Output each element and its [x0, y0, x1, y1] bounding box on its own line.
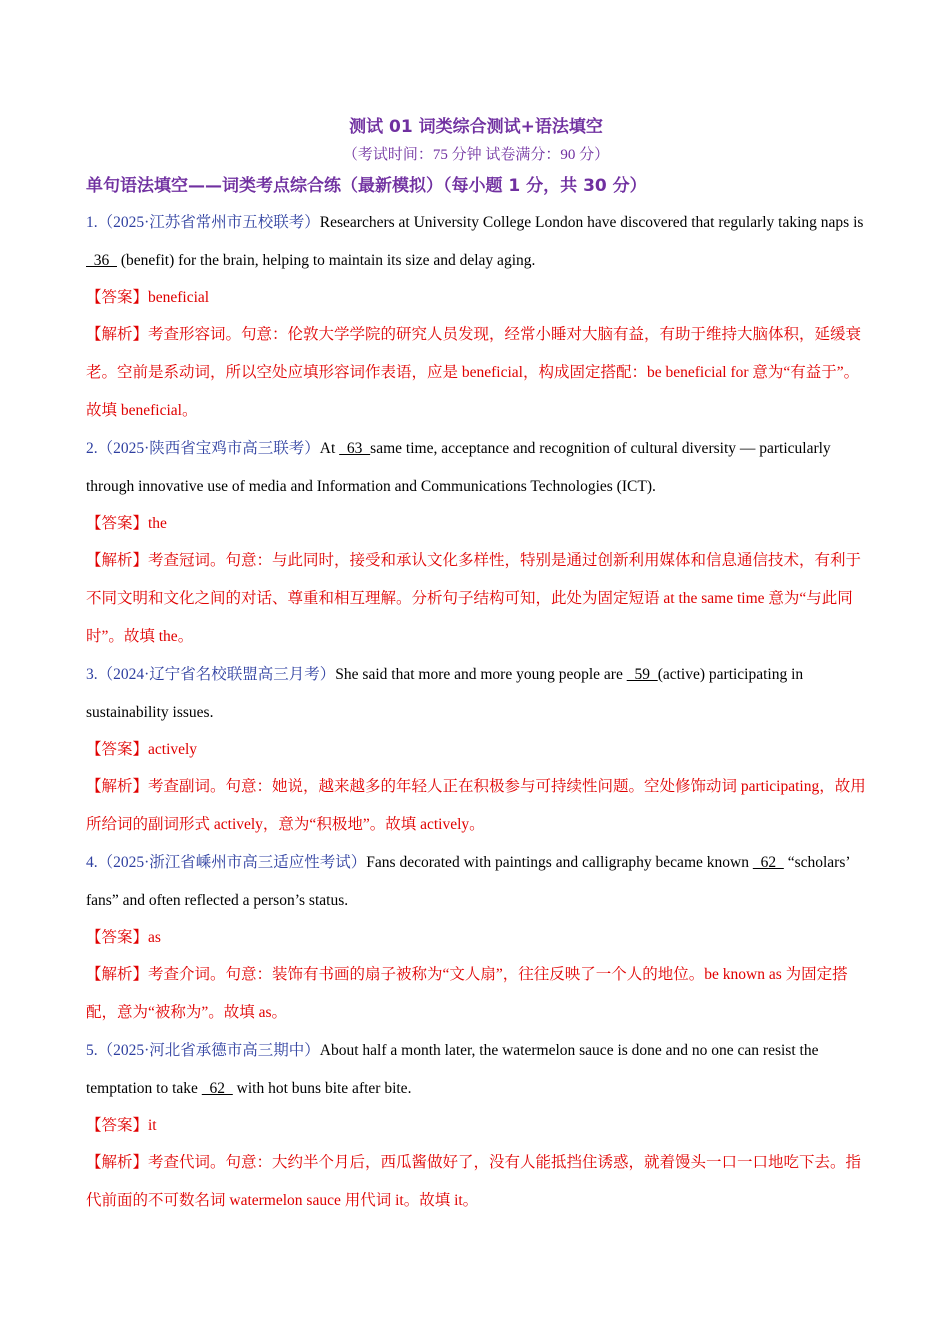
answer-line: 【答案】as [86, 929, 161, 946]
question-item [86, 430, 866, 656]
answer-line: 【答案】it [86, 1117, 157, 1134]
question-source: （2025·江苏省常州市五校联考） [97, 214, 320, 231]
question-text-before: At [319, 440, 340, 457]
answer-line: 【答案】beneficial [86, 289, 210, 306]
answer-line: 【答案】the [86, 515, 167, 532]
question-number: 5. [86, 1042, 98, 1059]
question-text-after: “scholars’ fans” and often reflected a person’s status. [86, 854, 850, 909]
explanation-text: 【解析】考查介词。句意：装饰有书画的扇子被称为“文人扇”，往往反映了一个人的地位。be known as 为固定搭配，意为“被称为”。故填 as。 [86, 966, 848, 1021]
question-blank: 59 [626, 666, 658, 683]
question-number: 4. [86, 854, 98, 871]
question-text-before: She said that more and more young people are [335, 666, 627, 683]
question-source: （2025·陕西省宝鸡市高三联考） [97, 440, 320, 457]
question-item [86, 204, 866, 430]
question-list [86, 204, 866, 1220]
question-blank: 62 [752, 854, 784, 871]
answer-line: 【答案】actively [86, 741, 198, 758]
question-number: 3. [86, 666, 98, 683]
explanation-text: 【解析】考查代词。句意：大约半个月后，西瓜酱做好了，没有人能抵挡住诱惑，就着馒头一口一口地吃下去。指代前面的不可数名词 watermelon sauce 用代词 it。故填 it。 [86, 1154, 862, 1209]
question-text-before: Fans decorated with paintings and calligraphy became known [366, 854, 753, 871]
question-source: （2024·辽宁省名校联盟高三月考） [97, 666, 336, 683]
page-title: 测试 01 词类综合测试+语法填空 [349, 117, 603, 137]
question-source: （2025·河北省承德市高三期中） [97, 1042, 320, 1059]
explanation-text: 【解析】考查冠词。句意：与此同时，接受和承认文化多样性，特别是通过创新利用媒体和信息通信技术，有利于不同文明和文化之间的对话、尊重和相互理解。分析句子结构可知，此处为固定短语 at the same time 意为“与此同时”。故填 the。 [86, 552, 862, 645]
question-text-after: same time, acceptance and recognition of cultural diversity — particularly through innovative use of media and Information and Communications Technologies (ICT). [86, 440, 831, 495]
question-stem [86, 844, 866, 920]
question-text-after: (benefit) for the brain, helping to maintain its size and delay aging. [117, 252, 536, 269]
question-item [86, 844, 866, 1032]
question-number: 2. [86, 440, 98, 457]
question-blank: 63 [339, 440, 371, 457]
question-item [86, 1032, 866, 1220]
question-blank: 62 [201, 1080, 233, 1097]
question-blank: 36 [86, 252, 117, 269]
explanation-text: 【解析】考查形容词。句意：伦敦大学学院的研究人员发现，经常小睡对大脑有益，有助于维持大脑体积，延缓衰老。空前是系动词，所以空处应填形容词作表语，应是 beneficial，构成固定搭配：be beneficial for 意为“有益于”。故填 beneficial。 [86, 326, 862, 419]
question-source: （2025·浙江省嵊州市高三适应性考试） [97, 854, 367, 871]
question-stem [86, 1032, 866, 1108]
question-stem [86, 656, 866, 732]
question-item [86, 656, 866, 844]
question-stem [86, 430, 866, 506]
section-heading: 单句语法填空——词类考点综合练（最新模拟）（每小题 1 分，共 30 分） [86, 176, 647, 196]
question-stem [86, 204, 866, 280]
question-text-before: About half a month later, the watermelon sauce is done and no one can resist the temptation to take [86, 1042, 819, 1097]
question-number: 1. [86, 214, 98, 231]
question-text-before: Researchers at University College London have discovered that regularly taking naps is [319, 214, 864, 231]
question-text-after: (active) participating in sustainability issues. [86, 666, 804, 721]
exam-info: （考试时间：75 分钟 试卷满分：90 分） [342, 147, 610, 163]
question-text-after: with hot buns bite after bite. [232, 1080, 412, 1097]
document-page [86, 112, 866, 1220]
explanation-text: 【解析】考查副词。句意：她说，越来越多的年轻人正在积极参与可持续性问题。空处修饰动词 participating，故用所给词的副词形式 actively，意为“积极地”。故填 actively。 [86, 778, 866, 833]
